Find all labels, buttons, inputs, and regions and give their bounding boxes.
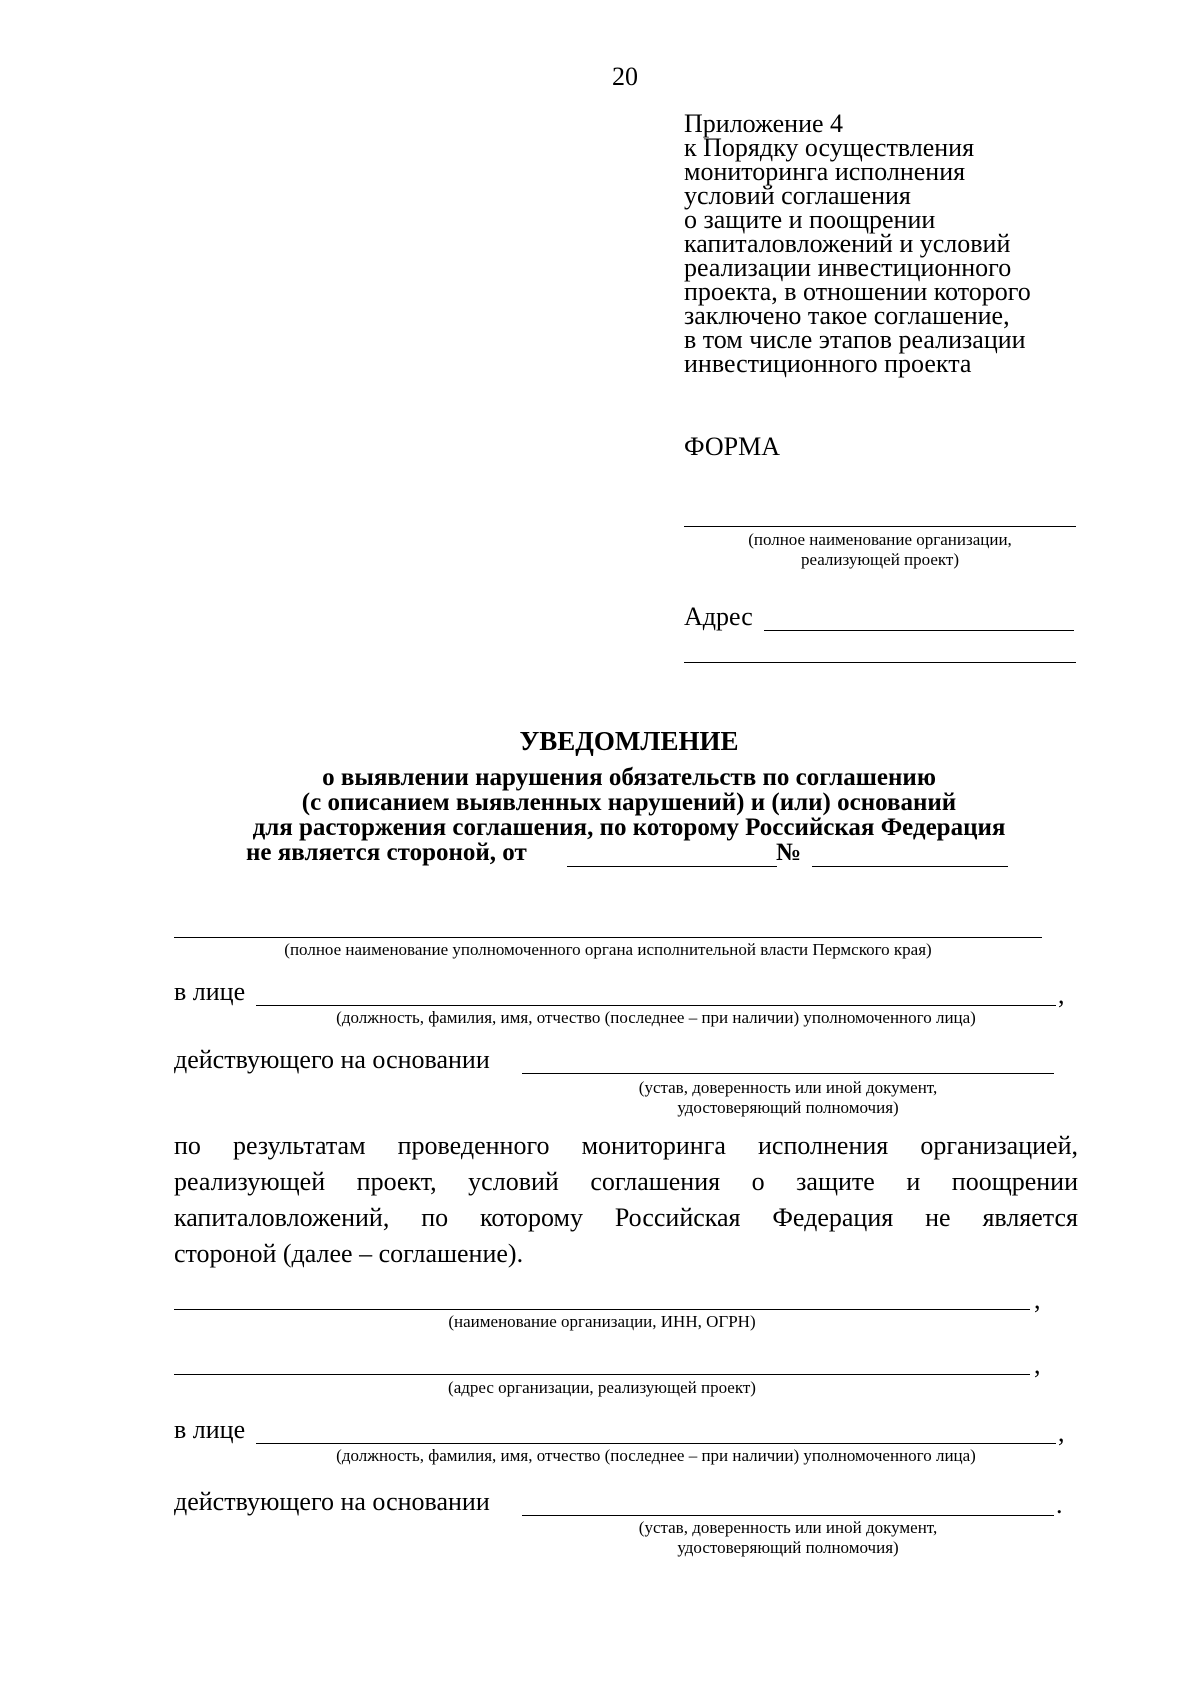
authority-field[interactable]: [174, 937, 1042, 938]
subtitle-line: для расторжения соглашения, по которому Российская Федерация: [252, 814, 1006, 841]
number-sign: №: [776, 839, 802, 866]
caption-line: удостоверяющий полномочия): [677, 1098, 899, 1117]
caption-line: (полное наименование организации,: [748, 530, 1012, 549]
authority-basis-field[interactable]: [522, 1073, 1054, 1074]
comma: ,: [1058, 980, 1065, 1009]
org-details-caption: (наименование организации, ИНН, ОГРН): [448, 1312, 756, 1331]
body-paragraph: [174, 1128, 1078, 1272]
acting-label: действующего на основании: [174, 1487, 490, 1516]
date-field[interactable]: [567, 866, 777, 867]
address-field-1[interactable]: [764, 630, 1074, 631]
annex-line: инвестиционного проекта: [684, 349, 972, 378]
comma: ,: [1034, 1285, 1041, 1314]
caption-line: (устав, доверенность или иной документ,: [638, 1518, 938, 1537]
annex-line: к Порядку осуществления: [684, 133, 975, 162]
body-line: стороной (далее – соглашение).: [174, 1239, 524, 1268]
org-address-field[interactable]: [174, 1374, 1030, 1375]
body-line: реализующей проект, условий соглашения о защите и поощрении: [174, 1167, 1078, 1196]
form-label: ФОРМА: [684, 432, 780, 461]
body-line: капиталовложений, по которому Российская Федерация не является: [174, 1203, 1078, 1232]
org-name-caption: [684, 530, 1076, 570]
authority-caption: (полное наименование уполномоченного органа исполнительной власти Пермского края): [284, 940, 932, 959]
caption-line: (устав, доверенность или иной документ,: [638, 1078, 938, 1097]
org-person-field[interactable]: [256, 1443, 1056, 1444]
address-label: Адрес: [684, 602, 753, 631]
annex-line: капиталовложений и условий: [684, 229, 1011, 258]
authority-basis-caption: [522, 1078, 1054, 1118]
page-number: 20: [612, 62, 638, 91]
subtitle-line-last: [246, 840, 527, 865]
annex-line: Приложение 4: [684, 109, 844, 138]
org-address-caption: (адрес организации, реализующей проект): [448, 1378, 756, 1397]
in-person-label: в лице: [174, 977, 246, 1006]
caption-line: реализующей проект): [800, 550, 960, 569]
period: .: [1056, 1490, 1063, 1519]
subtitle-prefix: не является стороной, от: [246, 839, 527, 866]
authority-person-caption: (должность, фамилия, имя, отчество (последнее – при наличии) уполномоченного лица): [336, 1008, 976, 1027]
subtitle-line: о выявлении нарушения обязательств по соглашению: [322, 764, 936, 791]
number-field[interactable]: [812, 866, 1008, 867]
annex-line: мониторинга исполнения: [684, 157, 966, 186]
in-person-label: в лице: [174, 1415, 246, 1444]
annex-header: [684, 109, 1031, 378]
org-name-field[interactable]: [684, 526, 1076, 527]
subtitle-line: (с описанием выявленных нарушений) и (или) оснований: [301, 789, 957, 816]
org-basis-caption: [522, 1518, 1054, 1558]
annex-line: условий соглашения: [684, 181, 911, 210]
acting-label: действующего на основании: [174, 1045, 490, 1074]
body-line: по результатам проведенного мониторинга исполнения организацией,: [174, 1131, 1078, 1160]
address-field-2[interactable]: [684, 662, 1076, 663]
annex-line: о защите и поощрении: [684, 205, 936, 234]
caption-line: удостоверяющий полномочия): [677, 1538, 899, 1557]
annex-line: реализации инвестиционного: [684, 253, 1012, 282]
comma: ,: [1058, 1418, 1065, 1447]
comma: ,: [1034, 1350, 1041, 1379]
org-person-caption: (должность, фамилия, имя, отчество (последнее – при наличии) уполномоченного лица): [336, 1446, 976, 1465]
annex-line: проекта, в отношении которого: [684, 277, 1031, 306]
org-details-field[interactable]: [174, 1309, 1030, 1310]
document-title: УВЕДОМЛЕНИЕ: [519, 726, 739, 756]
org-basis-field[interactable]: [522, 1515, 1054, 1516]
annex-line: заключено такое соглашение,: [684, 301, 1010, 330]
annex-line: в том числе этапов реализации: [684, 325, 1026, 354]
authority-person-field[interactable]: [256, 1005, 1056, 1006]
